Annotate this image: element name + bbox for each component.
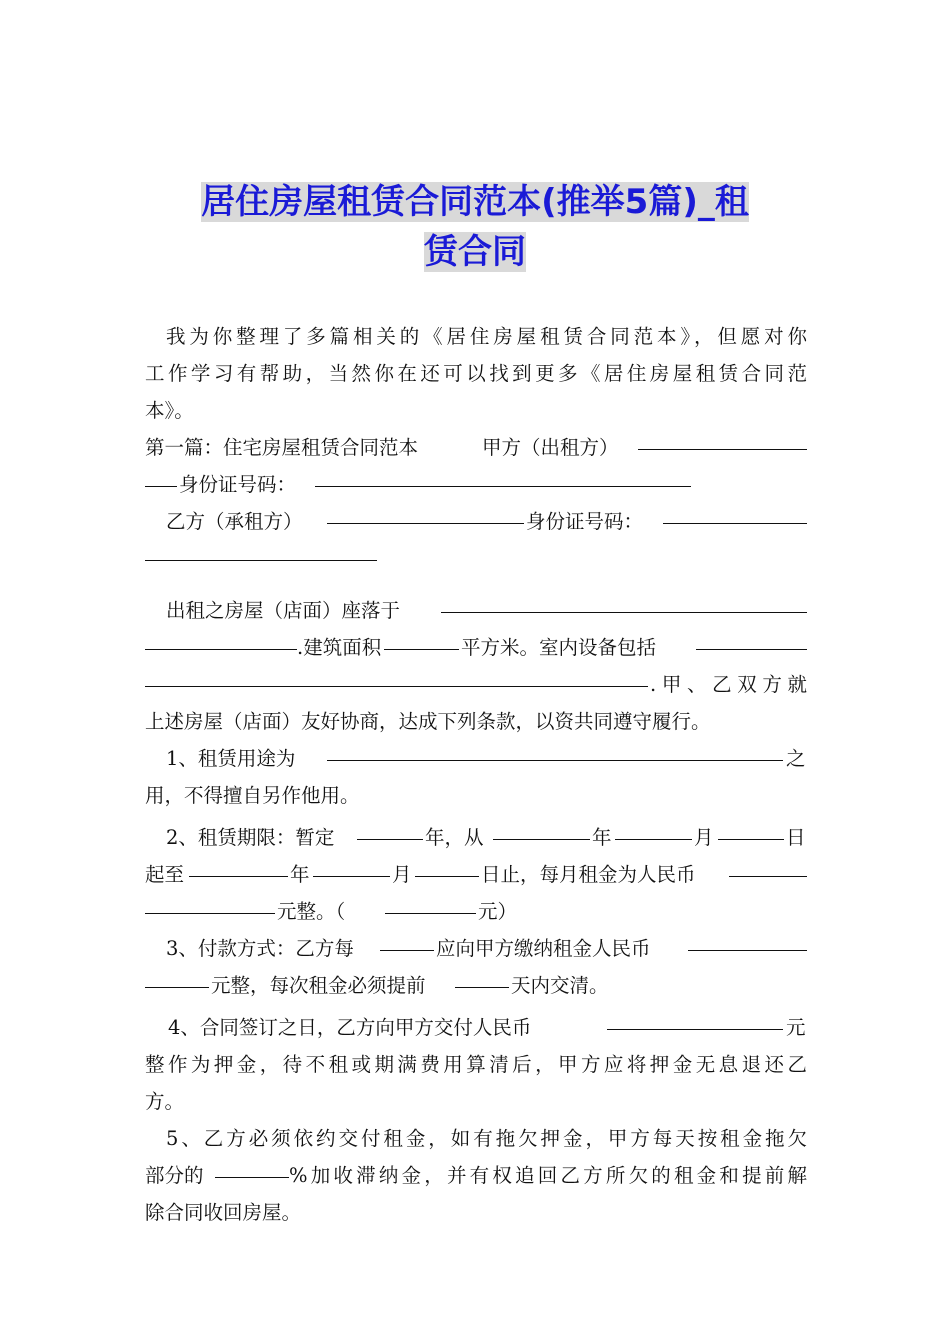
area-blank (384, 629, 459, 650)
location-blank-cont (145, 629, 297, 650)
party-b-line (145, 503, 807, 540)
party-b-id-label: 身份证号码： (526, 510, 644, 533)
agreement-tail: .甲、乙双方就 (650, 673, 807, 696)
end-day-blank (415, 856, 479, 877)
location-label: 出租之房屋（店面）座落于 (166, 599, 401, 622)
agreement-line: 上述房屋（店面）友好协商，达成下列条款，以资共同遵守履行。 (145, 710, 711, 733)
deposit-blank (607, 1009, 783, 1030)
clause-1-line-1: 1、租赁用途为 之 (145, 740, 807, 777)
equipment-blank (696, 629, 807, 650)
clause-2-line-3: 元整。（ 元） (145, 893, 807, 930)
title-line-1: 居住房屋租赁合同范本(推举5篇)_租 (201, 182, 749, 222)
rent-capital-blank (385, 893, 476, 914)
area-unit: 平方米。室内设备包括 (461, 636, 657, 659)
document-title (140, 177, 810, 277)
party-b-id-line-2 (145, 540, 807, 577)
party-b-blank (327, 503, 524, 524)
start-year-blank (493, 819, 590, 840)
intro-line-3: 本》。 (145, 399, 194, 422)
party-a-blank-cont (145, 466, 177, 487)
clause-3-line-2: 元整，每次租金必须提前 天内交清。 (145, 967, 807, 1004)
equipment-line (145, 666, 807, 703)
payment-period-blank (380, 930, 434, 951)
document-body (145, 318, 807, 1231)
end-month-blank (313, 856, 390, 877)
monthly-rent-blank (729, 856, 807, 877)
clause-5-line-3: 除合同收回房屋。 (145, 1201, 302, 1224)
party-a-id-line (145, 466, 807, 503)
party-b-id-blank-cont (145, 540, 377, 561)
clause-2-line-1: 2、租赁期限：暂定 年，从 年 月 日 (145, 819, 807, 856)
advance-days-blank (455, 967, 509, 988)
first-article-heading: 第一篇：住宅房屋租赁合同范本 甲方（出租方） (145, 429, 807, 466)
usage-blank (327, 740, 783, 761)
clause-1-line-2: 用，不得擅自另作他用。 (145, 784, 360, 807)
area-label: .建筑面积 (297, 636, 382, 659)
clause-4-line-3: 方。 (145, 1090, 185, 1113)
party-b-id-blank (663, 503, 807, 524)
party-a-blank (638, 429, 807, 450)
end-year-blank (189, 856, 288, 877)
title-line-2: 赁合同 (424, 232, 526, 272)
start-month-blank (615, 819, 692, 840)
location-line (145, 592, 807, 629)
start-day-blank (718, 819, 784, 840)
intro-line-2: 工作学习有帮助，当然你在还可以找到更多《居住房屋租赁合同范 (145, 362, 807, 385)
party-a-id-label: 身份证号码： (179, 473, 297, 496)
location-blank (441, 592, 807, 613)
payment-amount-blank-cont (145, 967, 209, 988)
party-b-label: 乙方（承租方） (166, 510, 303, 533)
intro-line-1: 我为你整理了多篇相关的《居住房屋租赁合同范本》，但愿对你 (166, 325, 807, 348)
clause-4-line-1: 4、合同签订之日，乙方向甲方交付人民币 元 (145, 1009, 807, 1046)
clause-3-line-1: 3、付款方式：乙方每 应向甲方缴纳租金人民币 (145, 930, 807, 967)
equipment-blank-cont (145, 666, 648, 687)
clause-5-line-1: 5、乙方必须依约交付租金，如有拖欠押金，甲方每天按租金拖欠 (166, 1127, 807, 1150)
payment-amount-blank (688, 930, 807, 951)
clause-2-line-2: 起至 年 月 日止，每月租金为人民币 (145, 856, 807, 893)
party-a-id-blank (315, 466, 691, 487)
term-years-blank (357, 819, 423, 840)
party-a-label: 甲方（出租方） (482, 436, 619, 459)
clause-5-line-2: 部分的 %加收滞纳金，并有权追回乙方所欠的租金和提前解 (145, 1157, 807, 1194)
area-line (145, 629, 807, 666)
clause-4-line-2: 整作为押金，待不租或期满费用算清后，甲方应将押金无息退还乙 (145, 1053, 807, 1076)
monthly-rent-blank-cont (145, 893, 275, 914)
late-fee-percent-blank (215, 1157, 289, 1178)
